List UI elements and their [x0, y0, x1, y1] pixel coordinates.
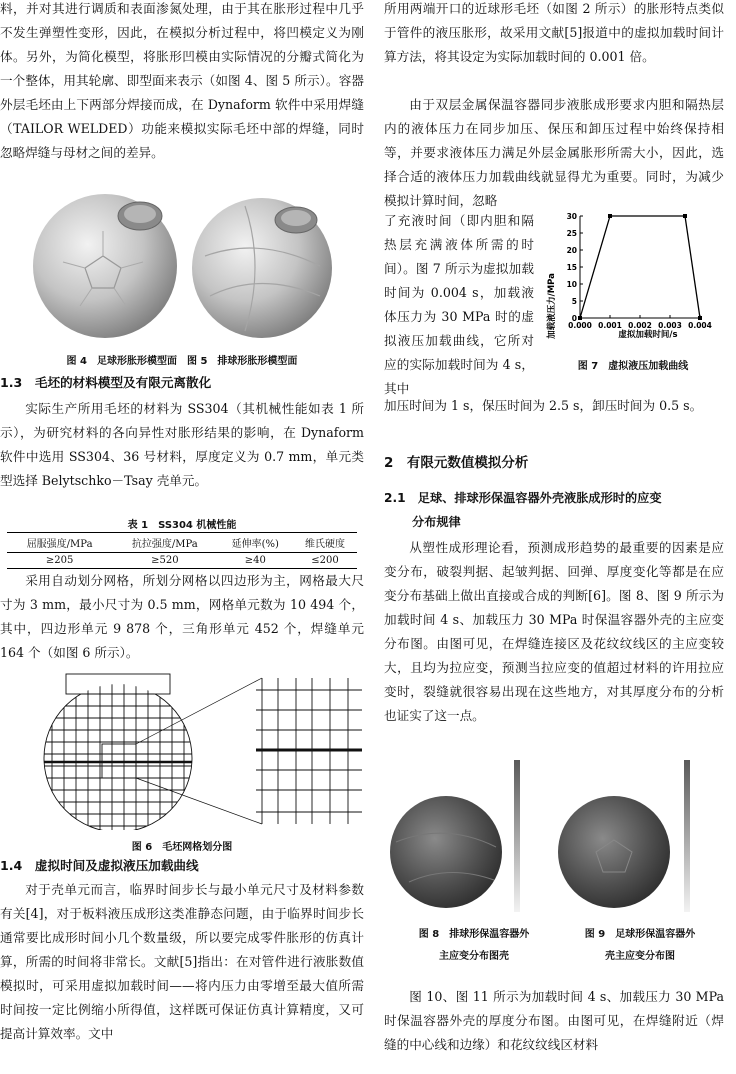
section-1-4-heading: 1.4 虚拟时间及虚拟液压加载曲线 — [0, 858, 199, 873]
strain-legend-bar — [514, 760, 520, 912]
left-para-4: 对于壳单元而言，临界时间步长与最小单元尺寸及材料参数有关[4]，对于板料液压成形这类准静态问题，由于临界时间步长通常要比成形时间小几个数量级，所以要完成零件胀形的仿真计算，所需的时间将非常长。文献[5]指出：在对管件进行液胀数值模拟时，可采用虚拟加载时间——将内压力由零增至最大值所需时间按一定比例缩小所得值，这样既可保证仿真计算精度，又可提高计算效率。文中 — [0, 882, 364, 1041]
chart-ylabel: 加载液压力/MPa — [547, 273, 557, 339]
chart-y-tick-label: 30 — [566, 212, 577, 221]
chart-x-tick-label: 0.002 — [628, 321, 652, 330]
figure-9-caption-line2: 壳主应变分布图 — [605, 951, 675, 962]
chart-xlabel: 虚拟加载时间/s — [618, 330, 678, 340]
table-header-cell: 屈服强度/MPa — [26, 539, 93, 550]
figure-6-mesh — [0, 672, 364, 830]
chart-x-tick-label: 0.003 — [658, 321, 682, 330]
chart-x-tick-label: 0.000 — [568, 321, 592, 330]
table-cell: ≥40 — [244, 555, 266, 566]
figure-9-caption-line1: 图 9 足球形保温容器外 — [584, 929, 696, 940]
chart-x-tick-label: 0.001 — [598, 321, 622, 330]
right-para-3: 从塑性成形理论看，预测成形趋势的最重要的因素是应变分布，破裂判据、起皱判据、回弹、厚度变化等都是在应变分布基础上做出直接或合成的判断[6]。图 8、图 9 所示为加载时间 4 s、加载压力 30 MPa 时保温容器外壳的主应变分布图。由图可见，在焊缝连接区及花纹纹线区的主应变较大，且均为拉应变，预测当拉应变的值超过材料的许用拉应变时，裂缝就很容易出现在这些地方，对其厚度分布的分析也证实了这一点。 — [384, 540, 724, 723]
strain-legend-bar — [684, 760, 690, 912]
table-row — [7, 553, 357, 569]
left-para-2: 实际生产所用毛坯的材料为 SS304（其机械性能如表 1 所示），为研究材料的各向异性对胀形结果的影响，在 Dynaform 软件中选用 SS304、36 号材料，厚度定义为 0.7 mm，单元类型选择 Belytschko－Tsay 壳单元。 — [0, 401, 364, 488]
figure-7-caption: 图 7 虚拟液压加载曲线 — [577, 361, 689, 372]
table-header-row — [7, 533, 357, 553]
chart-x-tick-label: 0.004 — [688, 321, 712, 330]
mesh-detail-zoom — [256, 678, 362, 824]
figure-8-caption-line1: 图 8 排球形保温容器外 — [418, 929, 530, 940]
chart-series-line — [580, 216, 700, 318]
figure-7-chart — [540, 206, 726, 364]
figure-4-5 — [0, 186, 364, 346]
table-cell: ≥205 — [45, 555, 74, 566]
left-para-3: 采用自动划分网格，所划分网格以四边形为主，网格最大尺寸为 3 mm，最小尺寸为 0.5 mm，网格单元数为 10 494 个，其中，四边形单元 9 878 个，三角形单元 452 个，焊缝单元 164 个（如图 6 所示）。 — [0, 573, 364, 660]
football-model-surface — [33, 194, 177, 338]
table-cell: ≥520 — [151, 555, 179, 566]
football-strain-sphere — [558, 796, 670, 908]
chart-data-point — [698, 316, 702, 320]
right-para-2-end: 加压时间为 1 s，保压时间为 2.5 s，卸压时间为 0.5 s。 — [384, 398, 703, 413]
chart-y-tick-label: 10 — [566, 280, 577, 289]
blank-mesh-sphere — [30, 672, 262, 830]
right-para-4: 图 10、图 11 所示为加载时间 4 s、加载压力 30 MPa 时保温容器外壳的厚度分布图。由图可见，在焊缝附近（焊缝的中心线和边缘）和花纹纹线区材料 — [384, 989, 724, 1052]
volleyball-strain-sphere — [390, 796, 502, 908]
right-para-2-wrap: 了充液时间（即内胆和隔热层充满液体所需的时间）。图 7 所示为虚拟加载时间为 0.004 s，加载液体压力为 30 MPa 时的虚拟液压加载曲线，它所对应的实际加载时间为 4 s，其中 — [384, 213, 534, 396]
right-para-1: 所用两端开口的近球形毛坯（如图 2 所示）的胀形特点类似于管件的液压胀形，故采用文献[5]报道中的虚拟加载时间计算方法，将其设定为实际加载时间的 0.001 倍。 — [384, 1, 724, 64]
table-header-cell: 抗拉强度/MPa — [131, 539, 198, 550]
table-header-cell: 延伸率(%) — [231, 539, 279, 550]
chart-y-tick-label: 15 — [566, 263, 577, 272]
table-header-cell: 维氏硬度 — [305, 539, 346, 550]
figure-4-5-caption: 图 4 足球形胀形模型面 图 5 排球形胀形模型面 — [66, 356, 298, 367]
section-2-heading: 2 有限元数值模拟分析 — [384, 455, 529, 471]
figure-8-9 — [384, 752, 724, 924]
chart-data-point — [578, 316, 582, 320]
volleyball-model-surface — [192, 198, 332, 338]
section-2-1-heading-cont: 分布规律 — [412, 515, 461, 529]
figure-8-caption-line2: 主应变分布图壳 — [439, 951, 509, 962]
chart-y-tick-label: 25 — [566, 229, 577, 238]
figure-6-caption: 图 6 毛坯网格划分图 — [131, 842, 233, 853]
chart-data-point — [608, 214, 612, 218]
table-cell: ≤200 — [311, 555, 339, 566]
table-1 — [7, 532, 357, 569]
chart-y-tick-label: 5 — [571, 297, 577, 306]
left-para-1: 料，并对其进行调质和表面渗氮处理，由于其在胀形过程中几乎不发生弹塑性变形，因此，在模拟分析过程中，将凹模定义为刚体。另外，为简化模型，将胀形凹模由实际情况的分瓣式简化为一个整体，用其轮廓、即型面来表示（如图 4、图 5 所示）。容器外层毛坯由上下两部分焊接而成，在 Dynaform 软件中采用焊缝（TAILOR WELDED）功能来模拟实际毛坯中部的焊缝，同时忽略焊缝与母材之间的差异。 — [0, 1, 364, 160]
chart-y-tick-label: 0 — [571, 314, 577, 323]
section-1-3-heading: 1.3 毛坯的材料模型及有限元离散化 — [0, 375, 212, 390]
table-1-title: 表 1 SS304 机械性能 — [127, 520, 237, 531]
chart-data-point — [683, 214, 687, 218]
right-para-2: 由于双层金属保温容器同步液胀成形要求内胆和隔热层内的液体压力在同步加压、保压和卸压过程中始终保持相等，并要求液体压力满足外层金属胀形所需大小，因此，选择合适的液体压力加载曲线就显得尤为重要。同时，为减少模拟计算时间，忽略 — [384, 97, 724, 208]
chart-y-tick-label: 20 — [566, 246, 577, 255]
section-2-1-heading: 2.1 足球、排球形保温容器外壳液胀成形时的应变 — [384, 491, 662, 505]
